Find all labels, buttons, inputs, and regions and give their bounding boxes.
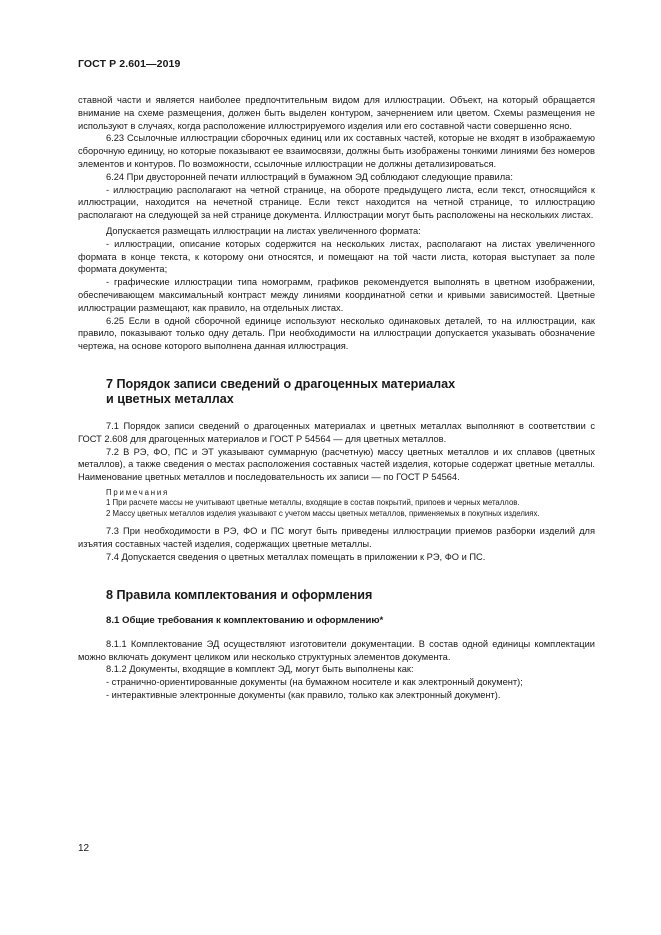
list-item-6-24-2: - иллюстрации, описание которых содержится на нескольких листах, располагают на листах увеличенного формата в конце текста, к которому они относятся, и помещают на той части листа, которая выступает за поле формата документа; xyxy=(78,238,595,275)
paragraph-8-1-2: 8.1.2 Документы, входящие в комплект ЭД, могут быть выполнены как: xyxy=(106,664,414,675)
list-item-6-24-1: - иллюстрацию располагают на четной странице, на обороте предыдущего листа, если текст, относящийся к иллюстрации, находится на нечетной странице. Если текст находится на четной странице, то иллюстрацию располагают на следующей за ней странице документа. Иллюстрации могут быть расположены на нескольких листах. xyxy=(78,184,595,221)
standard-header: ГОСТ Р 2.601—2019 xyxy=(78,58,181,70)
section-7-title-line1: 7 Порядок записи сведений о драгоценных материалах xyxy=(106,376,456,391)
paragraph-7-4: 7.4 Допускается сведения о цветных металлах помещать в приложении к РЭ, ФО и ПС. xyxy=(106,551,486,562)
subsection-8-1-heading: 8.1 Общие требования к комплектованию и оформлению* xyxy=(106,615,384,627)
paragraph-6-25: 6.25 Если в одной сборочной единице используют несколько одинаковых деталей, то на иллюстрации, как правило, показывают только одну деталь. При необходимости на иллюстрации допускается указывать обозначение чертежа, на основе которого выполнена данная иллюстрация. xyxy=(78,315,595,352)
page-number: 12 xyxy=(78,843,90,854)
section-8-heading: 8 Правила комплектования и оформления xyxy=(106,587,373,602)
paragraph-7-1: 7.1 Порядок записи сведений о драгоценных материалах и цветных металлах выполняют в соответствии с ГОСТ 2.608 для драгоценных материалов и ГОСТ Р 54564 — для цветных металлов. xyxy=(78,420,595,444)
list-item-8-1-2-1: - странично-ориентированные документы (на бумажном носителе и как электронный документ); xyxy=(106,677,523,688)
list-item-8-1-2-2: - интерактивные электронные документы (как правило, только как электронный документ). xyxy=(106,690,501,701)
paragraph-8-1-1: 8.1.1 Комплектование ЭД осуществляют изготовители документации. В состав одной единицы комплектации можно включать документ целиком или несколько структурных элементов документа. xyxy=(78,638,595,662)
page-body xyxy=(78,94,595,702)
paragraph-7-2: 7.2 В РЭ, ФО, ПС и ЭТ указывают суммарную (расчетную) массу цветных металлов и их сплавов (цветных металлов), а также сведения о местах расположения составных частей изделия, которые содержат цветные металлы. Наименование цветных металлов и последовательность их записи — по ГОСТ Р 54564. xyxy=(78,446,595,483)
notes-title: Примечания xyxy=(106,487,170,497)
paragraph-6-24: 6.24 При двусторонней печати иллюстраций в бумажном ЭД соблюдают следующие правила: xyxy=(106,171,513,182)
section-7-heading xyxy=(106,377,595,408)
section-7-title-line2: и цветных металлах xyxy=(106,392,234,407)
note-2: 2 Массу цветных металлов изделия указывают с учетом массы цветных металлов, применяемых в покупных изделиях. xyxy=(106,508,540,518)
paragraph-continuation: ставной части и является наиболее предпочтительным видом для иллюстрации. Объект, на который обращается внимание на схеме размещения, должен быть выделен контуром, зачернением или цветом. Схемы размещения не используют в случаях, когда расположение иллюстрируемого изделия или его составной части совершенно ясно. xyxy=(78,95,595,131)
note-1: 1 При расчете массы не учитывают цветные металлы, входящие в состав покрытий, припоев и черных металлов. xyxy=(106,498,520,508)
list-item-6-24-3: - графические иллюстрации типа номограмм, графиков рекомендуется выполнять в цветном изображении, обеспечивающем максимальный контраст между линиями координатной сетки и кривыми зависимостей. Цветные иллюстрации размещают, как правило, на отдельных листах. xyxy=(78,277,595,313)
paragraph-6-23: 6.23 Ссылочные иллюстрации сборочных единиц или их составных частей, которые не входят в изображаемую сборочную единицу, но которые показывают ее взаимосвязи, должны быть изображены тонкими линиями без номеров элементов и контуров. По возможности, ссылочные иллюстрации не должны детализироваться. xyxy=(78,133,595,169)
paragraph-6-24-allowed: Допускается размещать иллюстрации на листах увеличенного формата: xyxy=(106,225,421,236)
paragraph-7-3: 7.3 При необходимости в РЭ, ФО и ПС могут быть приведены иллюстрации приемов разборки изделий для изъятия составных частей изделия, содержащих цветные металлы. xyxy=(78,526,595,549)
